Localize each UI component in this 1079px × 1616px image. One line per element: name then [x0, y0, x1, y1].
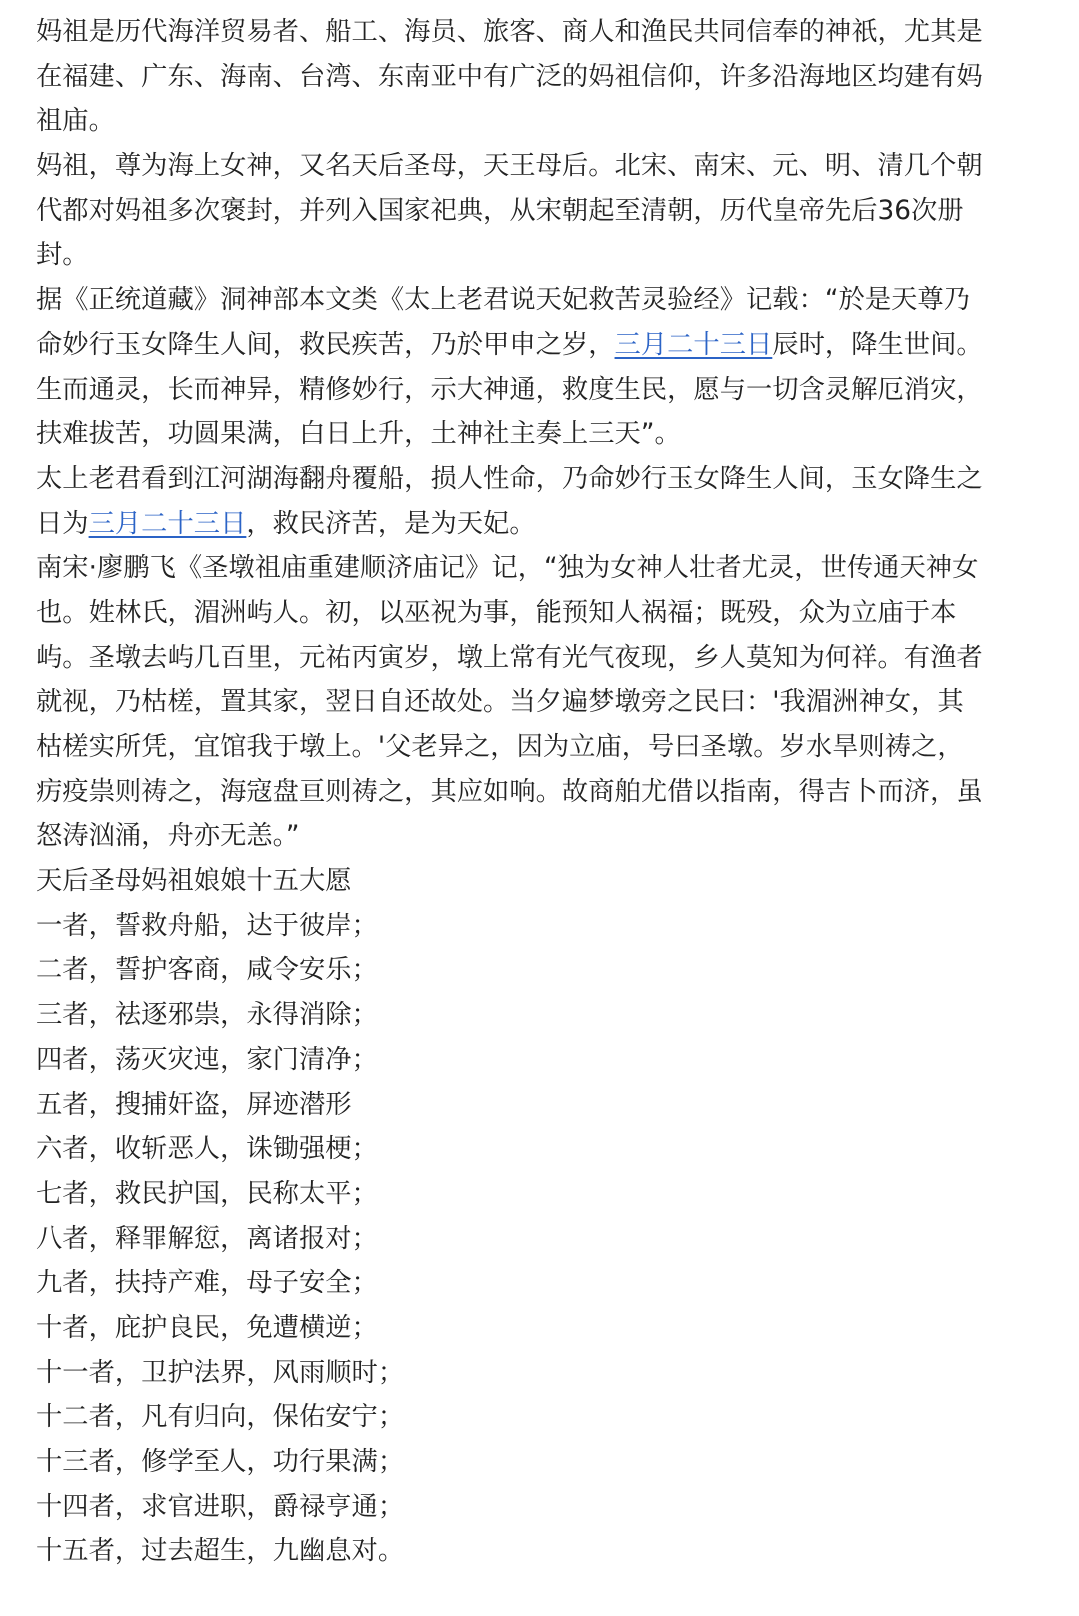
text-line: [36, 814, 1046, 859]
text-line: [36, 859, 1046, 904]
text-line: [36, 1083, 1046, 1128]
text-segment: 十者，庇护良民，免遭横逆；: [36, 1312, 378, 1343]
text-segment: 也。姓林氏，湄洲屿人。初，以巫祝为事，能预知人祸福；既殁，众为立庙于本: [36, 597, 957, 628]
text-segment: 南宋·廖鹏飞《圣墩祖庙重建顺济庙记》记，“独为女神人壮者尤灵，世传通天神女: [36, 553, 979, 584]
text-line: [36, 10, 1046, 55]
text-line: [36, 1351, 1046, 1396]
text-segment: 怒涛汹涌，舟亦无恙。”: [36, 821, 300, 852]
text-line: [36, 1038, 1046, 1083]
text-line: [36, 1172, 1046, 1217]
text-segment: 八者，释罪解愆，离诸报对；: [36, 1223, 378, 1254]
text-line: [36, 1127, 1046, 1172]
text-line: [36, 1217, 1046, 1262]
paragraph: [36, 278, 1046, 457]
text-line: [36, 144, 1046, 189]
text-segment: 代都对妈祖多次褒封，并列入国家祀典，从宋朝起至清朝，历代皇帝先后36次册: [36, 195, 964, 226]
date-link[interactable]: 三月二十三日: [614, 329, 773, 360]
text-segment: 日为: [36, 508, 89, 539]
text-line: [36, 1261, 1046, 1306]
text-segment: 十二者，凡有归向，保佑安宁；: [36, 1402, 405, 1433]
text-line: [36, 412, 1046, 457]
text-line: [36, 233, 1046, 278]
text-segment: 三者，祛逐邪祟，永得消除；: [36, 1000, 378, 1031]
article-body: [36, 10, 1046, 1574]
text-segment: 五者，搜捕奸盗，屏迹潜形: [36, 1089, 352, 1120]
text-segment: 枯槎实所凭，宜馆我于墩上。'父老异之，因为立庙，号曰圣墩。岁水旱则祷之，: [36, 732, 964, 762]
text-line: [36, 278, 1046, 323]
text-line: [36, 680, 1046, 725]
text-segment: 辰时，降生世间。: [772, 329, 983, 360]
text-segment: 就视，乃枯槎，置其家，翌日自还故处。当夕遍梦墩旁之民曰：'我湄洲神女，其: [36, 687, 964, 718]
text-segment: 命妙行玉女降生人间，救民疾苦，乃於甲申之岁，: [36, 329, 615, 360]
text-segment: 据《正统道藏》洞神部本文类《太上老君说天妃救苦灵验经》记载：“於是天尊乃: [36, 285, 971, 316]
text-line: [36, 457, 1046, 502]
text-line: [36, 770, 1046, 815]
text-segment: 疠疫祟则祷之，海寇盘亘则祷之，其应如响。故商舶尤借以指南，得吉卜而济，虽: [36, 776, 983, 807]
text-line: [36, 1485, 1046, 1530]
text-segment: 在福建、广东、海南、台湾、东南亚中有广泛的妈祖信仰，许多沿海地区均建有妈: [36, 61, 983, 92]
text-segment: 天后圣母妈祖娘娘十五大愿: [36, 866, 352, 897]
paragraph: [36, 144, 1046, 278]
text-segment: 妈祖是历代海洋贸易者、船工、海员、旅客、商人和渔民共同信奉的神祇，尤其是: [36, 17, 983, 47]
text-segment: 妈祖，尊为海上女神，又名天后圣母，天王母后。北宋、南宋、元、明、清几个朝: [36, 151, 983, 182]
text-line: [36, 948, 1046, 993]
text-segment: 二者，誓护客商，咸令安乐；: [36, 955, 378, 986]
text-segment: 十一者，卫护法界，风雨顺时；: [36, 1357, 405, 1388]
text-segment: 七者，救民护国，民称太平；: [36, 1178, 378, 1209]
text-line: [36, 1395, 1046, 1440]
text-line: [36, 99, 1046, 144]
text-segment: 一者，誓救舟船，达于彼岸；: [36, 910, 378, 941]
text-line: [36, 368, 1046, 413]
paragraph: [36, 546, 1046, 859]
text-line: [36, 502, 1046, 547]
text-line: [36, 189, 1046, 234]
text-line: [36, 55, 1046, 100]
paragraph: [36, 457, 1046, 546]
paragraph: [36, 10, 1046, 144]
text-segment: 扶难拔苦，功圆果满，白日上升，土神社主奏上三天”。: [36, 419, 681, 450]
text-line: [36, 323, 1046, 368]
text-segment: 四者，荡灭灾迍，家门清净；: [36, 1044, 378, 1075]
text-segment: 祖庙。: [36, 106, 115, 137]
text-segment: 九者，扶持产难，母子安全；: [36, 1268, 378, 1299]
text-segment: 屿。圣墩去屿几百里，元祐丙寅岁，墩上常有光气夜现，乡人莫知为何祥。有渔者: [36, 642, 983, 673]
text-segment: 十三者，修学至人，功行果满；: [36, 1447, 405, 1477]
date-link[interactable]: 三月二十三日: [88, 508, 247, 539]
paragraph: [36, 859, 1046, 1574]
text-line: [36, 1440, 1046, 1485]
text-line: [36, 725, 1046, 770]
text-segment: 封。: [36, 240, 89, 271]
text-line: [36, 993, 1046, 1038]
text-line: [36, 636, 1046, 681]
text-line: [36, 546, 1046, 591]
text-segment: 十四者，求官进职，爵禄亨通；: [36, 1491, 405, 1522]
text-line: [36, 1306, 1046, 1351]
text-line: [36, 1529, 1046, 1574]
text-segment: ，救民济苦，是为天妃。: [246, 508, 536, 539]
text-segment: 太上老君看到江河湖海翻舟覆船，损人性命，乃命妙行玉女降生人间，玉女降生之: [36, 463, 983, 494]
text-line: [36, 904, 1046, 949]
text-segment: 生而通灵，长而神异，精修妙行，示大神通，救度生民，愿与一切含灵解厄消灾，: [36, 374, 983, 405]
text-segment: 十五者，过去超生，九幽息对。: [36, 1536, 405, 1567]
text-line: [36, 591, 1046, 636]
text-segment: 六者，收斩恶人，诛锄强梗；: [36, 1134, 378, 1165]
